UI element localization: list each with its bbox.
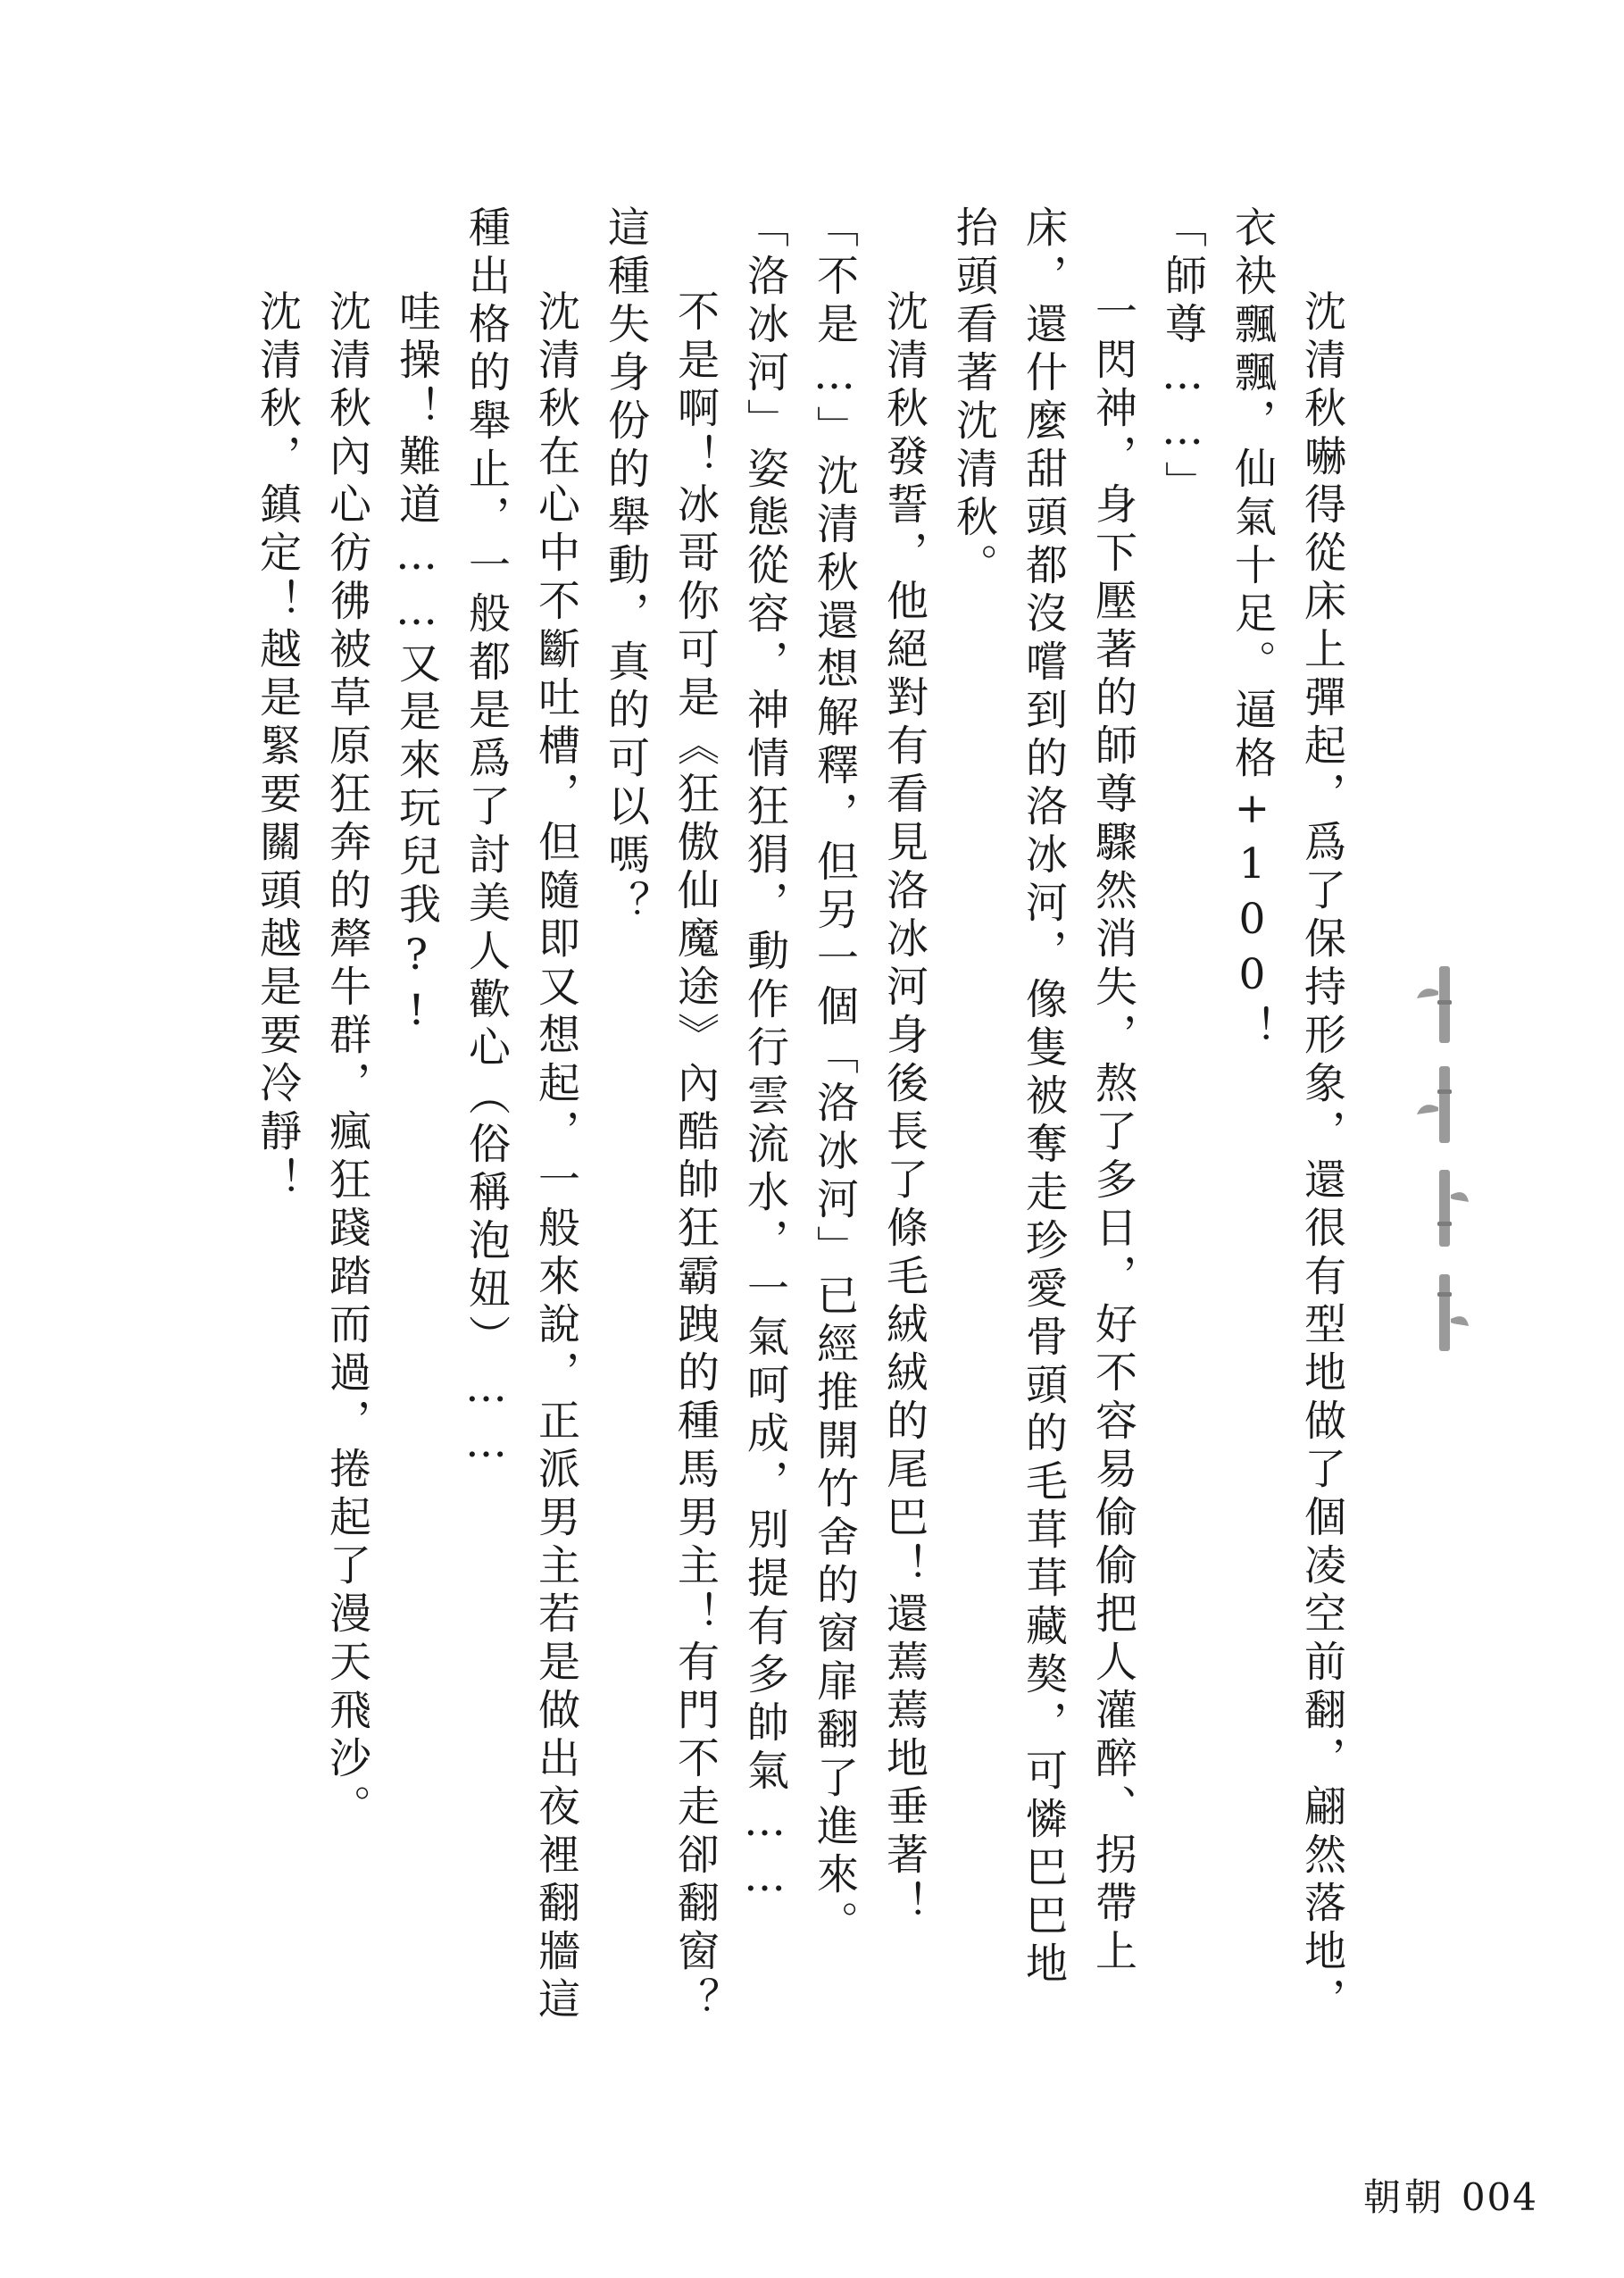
running-title: 朝朝 bbox=[1362, 2175, 1445, 2219]
page-number: 004 bbox=[1461, 2175, 1538, 2219]
paragraph: 沈清秋內心彷彿被草原狂奔的犛牛群，瘋狂踐踏而過，捲起了漫天飛沙。 bbox=[322, 289, 371, 1832]
paragraph: 沈清秋在心中不斷吐槽，但隨即又想起，一般來說，正派男主若是做出夜裡翻牆這種出格的舉止，一般都是爲了討美人歡心（俗稱泡妞）…… bbox=[462, 205, 580, 2025]
paragraph: 「師尊……」 bbox=[1158, 205, 1207, 509]
bamboo-decoration-icon bbox=[1415, 1273, 1469, 1353]
paragraph: 「不是…」沈清秋還想解釋，但另一個「洛冰河」已經推開竹舍的窗扉翻了進來。 bbox=[810, 205, 859, 1948]
paragraph: 沈清秋，鎮定！越是緊要關頭越是要冷靜！ bbox=[253, 289, 302, 1206]
paragraph: 不是啊！冰哥你可是《狂傲仙魔途》內酷帥狂霸跩的種馬男主！有門不走卻翻窗？這種失身份的舉動，真的可以嗎？ bbox=[601, 205, 720, 2025]
paragraph: 「洛冰河」姿態從容，神情狂狷，動作行雲流水，一氣呵成，別提有多帥氣…… bbox=[740, 205, 789, 1907]
paragraph: 沈清秋嚇得從床上彈起，爲了保持形象，還很有型地做了個凌空前翻，翩然落地，衣袂飄飄，仙氣十足。逼格+100！ bbox=[1228, 205, 1346, 2025]
paragraph: 哇操！難道……又是來玩兒我?! bbox=[392, 289, 441, 1041]
bamboo-decoration-icon bbox=[1415, 1064, 1469, 1145]
bamboo-decoration-icon bbox=[1415, 1168, 1469, 1248]
paragraph: 一閃神，身下壓著的師尊驟然消失，熬了多日，好不容易偷偷把人灌醉、拐帶上床，還什麼甜頭都沒嚐到的洛冰河，像隻被奪走珍愛骨頭的毛茸茸藏獒，可憐巴巴地抬頭看著沈清秋。 bbox=[949, 205, 1137, 1990]
page-footer bbox=[1363, 2168, 1538, 2222]
vertical-text-body bbox=[242, 205, 1356, 2027]
bamboo-decoration-icon bbox=[1415, 964, 1469, 1045]
paragraph: 沈清秋發誓，他絕對有看見洛冰河身後長了條毛絨絨的尾巴！還蔫蔫地垂著！ bbox=[879, 289, 929, 1929]
